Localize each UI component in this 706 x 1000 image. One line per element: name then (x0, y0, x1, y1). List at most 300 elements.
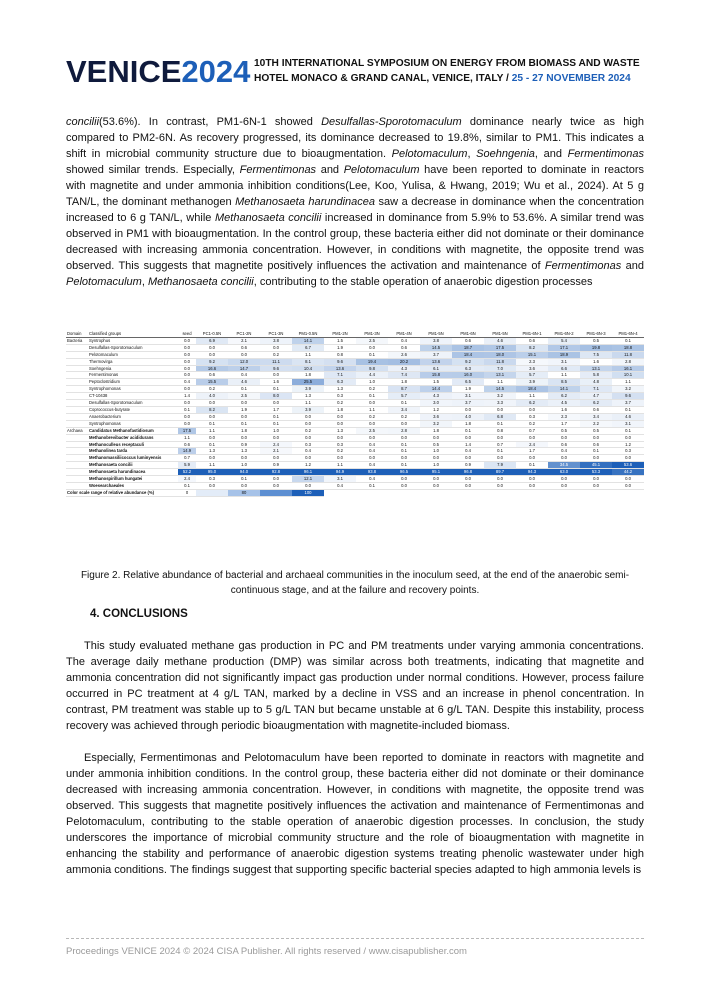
value-cell: 0.9 (260, 462, 292, 469)
value-cell: 0.1 (452, 427, 484, 434)
color-scale-label: Color scale range of relative abundance (%) (66, 489, 178, 496)
value-cell: 0.0 (612, 476, 644, 483)
value-cell: 1.0 (228, 462, 260, 469)
group-cell: Woesearchaeales (88, 482, 178, 489)
domain-cell (66, 476, 88, 483)
value-cell: 4.3 (388, 365, 420, 372)
table-row (66, 344, 644, 351)
value-cell: 53.3 (580, 469, 612, 476)
value-cell: 0.0 (178, 413, 196, 420)
value-cell: 1.9 (452, 386, 484, 393)
value-cell: 1.5 (420, 379, 452, 386)
value-cell: 0.0 (260, 476, 292, 483)
value-cell: 0.7 (484, 441, 516, 448)
value-cell: 0.0 (580, 476, 612, 483)
value-cell: 1.4 (452, 441, 484, 448)
group-cell: Syntrophus (88, 337, 178, 344)
value-cell: 2.5 (228, 393, 260, 400)
domain-cell (66, 441, 88, 448)
value-cell: 0.0 (178, 372, 196, 379)
value-cell: 0.1 (228, 420, 260, 427)
value-cell: 0.3 (612, 448, 644, 455)
value-cell: 3.1 (548, 358, 580, 365)
value-cell: 0.2 (388, 413, 420, 420)
value-cell: 0.2 (260, 351, 292, 358)
value-cell: 3.6 (420, 413, 452, 420)
value-cell: 5.7 (388, 393, 420, 400)
domain-cell (66, 420, 88, 427)
value-cell: 0.0 (178, 337, 196, 344)
value-cell: 0.4 (356, 448, 388, 455)
abundance-heatmap-table (66, 331, 644, 560)
value-cell: 8.5 (548, 379, 580, 386)
table-row (66, 476, 644, 483)
value-cell: 0.1 (612, 406, 644, 413)
value-cell: 96.1 (292, 469, 324, 476)
value-cell: 1.1 (356, 406, 388, 413)
value-cell: 1.3 (196, 448, 228, 455)
value-cell: 1.1 (548, 372, 580, 379)
value-cell: 0.5 (580, 337, 612, 344)
value-cell: 1.2 (292, 462, 324, 469)
value-cell: 0.9 (228, 441, 260, 448)
value-cell: 6.6 (548, 365, 580, 372)
value-cell: 1.6 (580, 358, 612, 365)
value-cell: 0.1 (228, 386, 260, 393)
color-scale-swatch (260, 489, 292, 496)
column-header: PM1-5N (420, 331, 452, 337)
value-cell: 3.9 (292, 406, 324, 413)
value-cell: 9.6 (612, 393, 644, 400)
value-cell: 1.1 (292, 400, 324, 407)
value-cell: 4.8 (580, 379, 612, 386)
value-cell: 0.0 (548, 476, 580, 483)
value-cell: 11.8 (484, 358, 516, 365)
value-cell: 0.1 (196, 420, 228, 427)
value-cell: 2.4 (178, 476, 196, 483)
value-cell: 1.1 (292, 351, 324, 358)
value-cell: 6.2 (548, 393, 580, 400)
value-cell: 4.3 (420, 393, 452, 400)
table-row (66, 482, 644, 489)
value-cell: 0.0 (196, 351, 228, 358)
group-cell: Candidatus Methanofastidiosum (88, 427, 178, 434)
value-cell: 0.2 (356, 386, 388, 393)
value-cell: 0.0 (612, 455, 644, 462)
value-cell: 0.2 (196, 386, 228, 393)
value-cell: 0.2 (324, 400, 356, 407)
table-row (66, 420, 644, 427)
value-cell: 0.0 (260, 372, 292, 379)
value-cell: 9.2 (452, 358, 484, 365)
value-cell: 0.6 (580, 406, 612, 413)
value-cell: 0.0 (516, 434, 548, 441)
value-cell: 4.6 (228, 379, 260, 386)
group-cell: Methanobrevibacter acididurans (88, 434, 178, 441)
value-cell: 0.1 (228, 476, 260, 483)
value-cell: 0.0 (388, 476, 420, 483)
color-scale-row (66, 489, 644, 496)
value-cell: 3.7 (420, 351, 452, 358)
value-cell: 0.3 (292, 441, 324, 448)
value-cell: 2.8 (612, 358, 644, 365)
value-cell: 0.0 (452, 476, 484, 483)
value-cell: 15.8 (420, 372, 452, 379)
value-cell: 0.1 (580, 448, 612, 455)
value-cell: 14.4 (420, 386, 452, 393)
value-cell: 4.6 (612, 413, 644, 420)
value-cell: 0.0 (196, 455, 228, 462)
value-cell: 2.1 (228, 337, 260, 344)
value-cell: 3.2 (420, 420, 452, 427)
color-scale-swatch: 80 (228, 489, 260, 496)
value-cell: 0.4 (292, 448, 324, 455)
value-cell: 0.0 (516, 476, 548, 483)
value-cell: 9.6 (324, 358, 356, 365)
table-row (66, 462, 644, 469)
value-cell: 0.4 (324, 482, 356, 489)
value-cell: 5.9 (178, 462, 196, 469)
value-cell: 0.1 (260, 413, 292, 420)
value-cell: 0.0 (196, 482, 228, 489)
value-cell: 0.0 (356, 420, 388, 427)
value-cell: 0.7 (178, 455, 196, 462)
value-cell: 2.8 (388, 427, 420, 434)
value-cell: 1.8 (292, 372, 324, 379)
value-cell: 19.8 (580, 344, 612, 351)
value-cell: 6.9 (196, 337, 228, 344)
value-cell: 2.4 (260, 441, 292, 448)
value-cell: 0.1 (260, 386, 292, 393)
value-cell: 0.1 (356, 351, 388, 358)
domain-cell (66, 379, 88, 386)
domain-cell (66, 386, 88, 393)
value-cell: 0.6 (178, 441, 196, 448)
value-cell: 0.0 (260, 344, 292, 351)
value-cell: 18.8 (612, 344, 644, 351)
column-header: seed (178, 331, 196, 337)
value-cell: 8.7 (388, 386, 420, 393)
value-cell: 63.0 (548, 469, 580, 476)
value-cell: 0.0 (196, 344, 228, 351)
value-cell: 1.0 (420, 462, 452, 469)
color-scale-swatch (196, 489, 228, 496)
value-cell: 8.0 (260, 393, 292, 400)
value-cell: 3.1 (612, 420, 644, 427)
value-cell: 0.1 (196, 441, 228, 448)
value-cell: 0.0 (324, 413, 356, 420)
group-cell: Coprococcus-butyrate (88, 406, 178, 413)
value-cell: 2.6 (388, 351, 420, 358)
value-cell: 8.2 (196, 406, 228, 413)
value-cell: 0.0 (580, 455, 612, 462)
value-cell: 1.6 (548, 406, 580, 413)
value-cell: 4.0 (196, 393, 228, 400)
page-header (66, 52, 646, 92)
domain-cell: Bacteria (66, 337, 88, 344)
value-cell: 4.7 (580, 393, 612, 400)
value-cell: 1.1 (324, 462, 356, 469)
domain-cell (66, 413, 88, 420)
table-row (66, 413, 644, 420)
value-cell: 94.0 (228, 469, 260, 476)
domain-cell (66, 393, 88, 400)
value-cell: 0.0 (178, 344, 196, 351)
value-cell: 0.0 (178, 386, 196, 393)
value-cell: 0.0 (484, 434, 516, 441)
value-cell: 1.2 (420, 406, 452, 413)
table-row (66, 337, 644, 344)
domain-cell (66, 455, 88, 462)
value-cell: 0.1 (356, 482, 388, 489)
value-cell: 0.1 (612, 337, 644, 344)
value-cell: 0.1 (388, 400, 420, 407)
column-header: PC1-0.5N (196, 331, 228, 337)
value-cell: 0.0 (228, 351, 260, 358)
value-cell: 3.0 (420, 400, 452, 407)
column-header: PM1-6N-4 (612, 331, 644, 337)
value-cell: 19.4 (356, 358, 388, 365)
value-cell: 0.1 (516, 462, 548, 469)
value-cell: 0.0 (388, 420, 420, 427)
value-cell: 17.1 (548, 344, 580, 351)
value-cell: 14.9 (178, 448, 196, 455)
table-row (66, 386, 644, 393)
group-cell: Soehngenia (88, 365, 178, 372)
value-cell: 2.5 (356, 427, 388, 434)
value-cell: 14.5 (484, 386, 516, 393)
value-cell: 0.1 (612, 427, 644, 434)
value-cell: 14.5 (420, 344, 452, 351)
value-cell: 20.2 (388, 358, 420, 365)
value-cell: 1.7 (548, 420, 580, 427)
value-cell: 0.3 (516, 413, 548, 420)
value-cell: 6.1 (420, 365, 452, 372)
table-row (66, 351, 644, 358)
value-cell: 13.6 (324, 365, 356, 372)
value-cell: 1.0 (420, 448, 452, 455)
value-cell: 0.0 (228, 400, 260, 407)
value-cell: 95.1 (420, 469, 452, 476)
value-cell: 3.9 (516, 379, 548, 386)
value-cell: 18.9 (548, 351, 580, 358)
column-header: PM1-6N-3 (580, 331, 612, 337)
value-cell: 0.6 (388, 344, 420, 351)
value-cell: 4.5 (548, 400, 580, 407)
table-row (66, 358, 644, 365)
value-cell: 3.4 (580, 413, 612, 420)
value-cell: 0.0 (260, 400, 292, 407)
value-cell: 1.4 (178, 393, 196, 400)
value-cell: 0.1 (388, 462, 420, 469)
value-cell: 1.3 (292, 393, 324, 400)
value-cell: 0.6 (452, 337, 484, 344)
value-cell: 53.6 (612, 462, 644, 469)
group-cell: CT-10438 (88, 393, 178, 400)
value-cell: 3.2 (612, 386, 644, 393)
value-cell: 0.4 (356, 441, 388, 448)
value-cell: 93.8 (356, 469, 388, 476)
value-cell: 0.0 (452, 406, 484, 413)
section-heading: 4. CONCLUSIONS (90, 608, 188, 620)
value-cell: 6.5 (452, 379, 484, 386)
value-cell: 15.1 (516, 351, 548, 358)
value-cell: 13.6 (420, 358, 452, 365)
value-cell: 0.0 (178, 365, 196, 372)
domain-cell (66, 400, 88, 407)
value-cell: 94.9 (324, 469, 356, 476)
value-cell: 44.2 (612, 469, 644, 476)
value-cell: 2.3 (548, 413, 580, 420)
table-row (66, 469, 644, 476)
value-cell: 0.2 (356, 413, 388, 420)
value-cell: 0.0 (420, 482, 452, 489)
value-cell: 95.0 (196, 469, 228, 476)
group-cell: Desulfallas-Sporotomaculum (88, 400, 178, 407)
value-cell: 34.5 (548, 462, 580, 469)
value-cell: 7.9 (484, 462, 516, 469)
value-cell: 0.0 (388, 455, 420, 462)
column-header: PM1-6N-1 (516, 331, 548, 337)
value-cell: 0.0 (228, 434, 260, 441)
table-row (66, 427, 644, 434)
value-cell: 0.0 (196, 413, 228, 420)
value-cell: 0.0 (484, 482, 516, 489)
value-cell: 94.3 (516, 469, 548, 476)
body-paragraph-2: This study evaluated methane gas production in PC and PM treatments under varying ammonia concentrations. The average daily methane production (DMP) was similar across both treatments, indicating that magnetite and ammonia concentration did not significantly impact gas production under normal conditions. However, process failure occurred in PC treatment at 4 g/L TAN, marked by a decline in VSS and an increase in phenol concentration. In contrast, PM treatment was stable up to 5 g/L TAN but became unstable at 6 g/L TAN. Despite this instability, process recovery was achieved through periodic bioaugmentation with magnetite-included biomass. (66, 640, 644, 732)
value-cell: 6.8 (484, 413, 516, 420)
value-cell: 4.6 (484, 337, 516, 344)
value-cell: 11.1 (260, 358, 292, 365)
value-cell: 3.1 (452, 393, 484, 400)
value-cell: 1.1 (612, 379, 644, 386)
column-header: PM1-6N-2 (548, 331, 580, 337)
value-cell: 2.3 (516, 358, 548, 365)
value-cell: 0.1 (388, 441, 420, 448)
value-cell: 0.0 (292, 434, 324, 441)
value-cell: 0.2 (516, 420, 548, 427)
value-cell: 89.7 (484, 469, 516, 476)
value-cell: 1.1 (178, 434, 196, 441)
venice-logo: VENICE2024 (66, 54, 251, 89)
value-cell: 10.4 (292, 365, 324, 372)
value-cell: 0.5 (548, 427, 580, 434)
value-cell: 0.4 (356, 476, 388, 483)
value-cell: 14.7 (228, 365, 260, 372)
value-cell: 0.0 (196, 434, 228, 441)
value-cell: 7.0 (484, 365, 516, 372)
value-cell: 25.5 (292, 379, 324, 386)
value-cell: 0.0 (420, 455, 452, 462)
table-row (66, 393, 644, 400)
value-cell: 0.0 (356, 400, 388, 407)
value-cell: 0.3 (324, 393, 356, 400)
value-cell: 0.0 (196, 400, 228, 407)
color-scale-swatch: 100 (292, 489, 324, 496)
value-cell: 3.7 (452, 400, 484, 407)
value-cell: 1.1 (196, 462, 228, 469)
value-cell: 3.2 (484, 393, 516, 400)
value-cell: 0.0 (178, 420, 196, 427)
table-row (66, 400, 644, 407)
value-cell: 0.7 (516, 427, 548, 434)
value-cell: 2.5 (356, 337, 388, 344)
value-cell: 1.5 (324, 337, 356, 344)
value-cell: 5.8 (580, 372, 612, 379)
value-cell: 0.0 (420, 476, 452, 483)
conference-title: 10TH INTERNATIONAL SYMPOSIUM ON ENERGY FROM BIOMASS AND WASTE (254, 58, 640, 69)
column-header: PM1-0.5N (292, 331, 324, 337)
value-cell: 1.3 (324, 427, 356, 434)
value-cell: 0.3 (196, 476, 228, 483)
value-cell: 1.7 (516, 448, 548, 455)
value-cell: 1.8 (452, 420, 484, 427)
group-cell: Desulfallas-Sporotomaculum (88, 344, 178, 351)
group-cell: Methanosaeta harundinacea (88, 469, 178, 476)
body-paragraph-1: concilii(53.6%). In contrast, PM1-6N-1 showed Desulfallas-Sporotomaculum dominance nearly twice as high compared to PM2-6N. As recovery progressed, its dominance decreased to 19.8%, similar to PM1. This indicates a shift in microbial community structure due to bioaugmentation. Pelotomaculum, Soehngenia, and Fermentimonas showed similar trends. Especially, Fermentimonas and Pelotomaculum have been reported to dominate in reactors with magnetite and under ammonia inhibition conditions(Lee, Koo, Yulisa, & Hwang, 2019; Wu et al., 2024). At 5 g TAN/L, the dominant methanogen Methanosaeta harundinacea saw a decrease in dominance when the concentration increased to 6 g TAN/L, while Methanosaeta concilii increased in dominance from 5.9% to 53.6%. A similar trend was observed in PM1 with bioaugmentation. In the control group, these bacteria either did not dominate or their dominance decreased with increasing ammonia concentration. However, in conditions with magnetite, the opposite trend was observed. This suggests that magnetite positively influences the activation and maintenance of Fermentimonas and Pelotomaculum, Methanosaeta concilii, contributing to the stable operation of anaerobic digestion processes (66, 116, 645, 288)
color-scale-swatch: 0 (178, 489, 196, 496)
value-cell: 1.8 (324, 406, 356, 413)
value-cell: 0.8 (324, 351, 356, 358)
value-cell: 0.0 (292, 420, 324, 427)
value-cell: 4.4 (356, 372, 388, 379)
figure-caption: Figure 2. Relative abundance of bacterial and archaeal communities in the inoculum seed, at the end of the anaerobic semi-continuous stage, and at the failure and recovery points. (80, 570, 630, 596)
value-cell: 7.5 (580, 351, 612, 358)
value-cell: 1.9 (228, 406, 260, 413)
domain-cell (66, 372, 88, 379)
table-row (66, 379, 644, 386)
domain-cell (66, 406, 88, 413)
value-cell: 0.4 (548, 448, 580, 455)
value-cell: 0.0 (516, 455, 548, 462)
value-cell: 6.2 (580, 400, 612, 407)
column-header: PM1-4N (388, 331, 420, 337)
value-cell: 12.0 (228, 358, 260, 365)
value-cell: 45.1 (580, 462, 612, 469)
group-cell: Methanoculleus receptaculi (88, 441, 178, 448)
value-cell: 0.1 (356, 393, 388, 400)
group-cell: Syntrophomonas (88, 386, 178, 393)
group-cell: Pelotomaculum (88, 351, 178, 358)
value-cell: 3.8 (260, 337, 292, 344)
value-cell: 0.0 (516, 406, 548, 413)
group-cell: Syntrophomonas (88, 420, 178, 427)
value-cell: 0.0 (356, 434, 388, 441)
value-cell: 0.0 (388, 482, 420, 489)
domain-cell (66, 448, 88, 455)
value-cell: 16.6 (196, 365, 228, 372)
value-cell: 0.6 (228, 344, 260, 351)
value-cell: 1.3 (228, 448, 260, 455)
value-cell: 1.1 (516, 393, 548, 400)
group-cell: Methanospirillum hungatei (88, 476, 178, 483)
value-cell: 6.3 (452, 365, 484, 372)
value-cell: 92.8 (260, 469, 292, 476)
value-cell: 5.7 (516, 372, 548, 379)
value-cell: 3.6 (516, 365, 548, 372)
value-cell: 0.0 (484, 406, 516, 413)
value-cell: 0.3 (324, 441, 356, 448)
value-cell: 3.7 (612, 400, 644, 407)
value-cell: 0.0 (324, 420, 356, 427)
value-cell: 0.1 (260, 420, 292, 427)
table-row (66, 406, 644, 413)
value-cell: 0.0 (452, 455, 484, 462)
group-cell: Thermovirga (88, 358, 178, 365)
domain-cell (66, 358, 88, 365)
value-cell: 0.0 (548, 455, 580, 462)
value-cell: 7.1 (324, 372, 356, 379)
